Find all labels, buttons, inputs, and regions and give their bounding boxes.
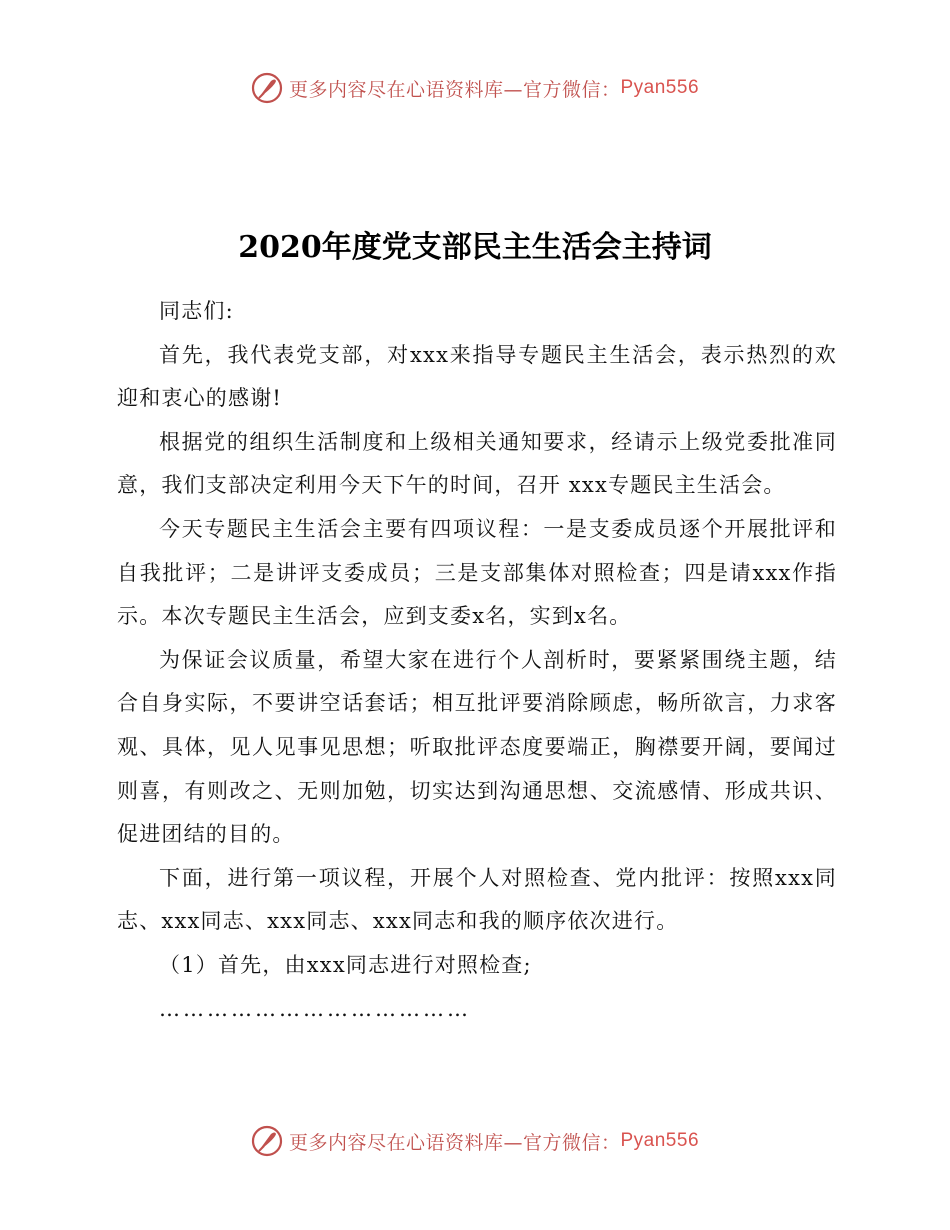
paragraph-first-item: 下面，进行第一项议程，开展个人对照检查、党内批评：按照xxx同志、xxx同志、xxx同志、xxx同志和我的顺序依次进行。 <box>117 865 837 934</box>
paragraph-welcome: 首先，我代表党支部，对xxx来指导专题民主生活会，表示热烈的欢迎和衷心的感谢! <box>117 342 837 411</box>
paragraph-requirements: 为保证会议质量，希望大家在进行个人剖析时，要紧紧围绕主题，结合自身实际，不要讲空话套话；相互批评要消除顾虑，畅所欲言，力求客观、具体，见人见事见思想；听取批评态度要端正，胸襟要开阔，要闻过则喜，有则改之、无则加勉，切实达到沟通思想、交流感情、形成共识、促进团结的目的。 <box>117 647 837 847</box>
ellipsis-line: ………………………………… <box>159 996 471 1021</box>
banner-wechat-id: Pyan556 <box>620 1130 700 1151</box>
paragraph-step-one: （1）首先，由xxx同志进行对照检查; <box>159 952 532 977</box>
document-title: 2020年度党支部民主生活会主持词 <box>238 230 712 265</box>
salutation: 同志们: <box>159 299 234 323</box>
banner-text: 更多内容尽在心语资料库—官方微信： <box>288 78 621 101</box>
paragraph-background: 根据党的组织生活制度和上级相关通知要求，经请示上级党委批准同意，我们支部决定利用今天下午的时间，召开 xxx专题民主生活会。 <box>117 429 837 498</box>
header-banner <box>0 72 950 104</box>
banner-wechat-id: Pyan556 <box>620 77 700 98</box>
banner-text: 更多内容尽在心语资料库—官方微信： <box>288 1131 621 1154</box>
quill-logo-icon <box>251 1125 283 1157</box>
paragraph-agenda: 今天专题民主生活会主要有四项议程：一是支委成员逐个开展批评和自我批评；二是讲评支委成员；三是支部集体对照检查；四是请xxx作指示。本次专题民主生活会，应到支委x名，实到x名。 <box>117 516 837 629</box>
quill-logo-icon <box>251 72 283 104</box>
footer-banner <box>0 1125 950 1157</box>
document-body <box>117 290 837 1031</box>
